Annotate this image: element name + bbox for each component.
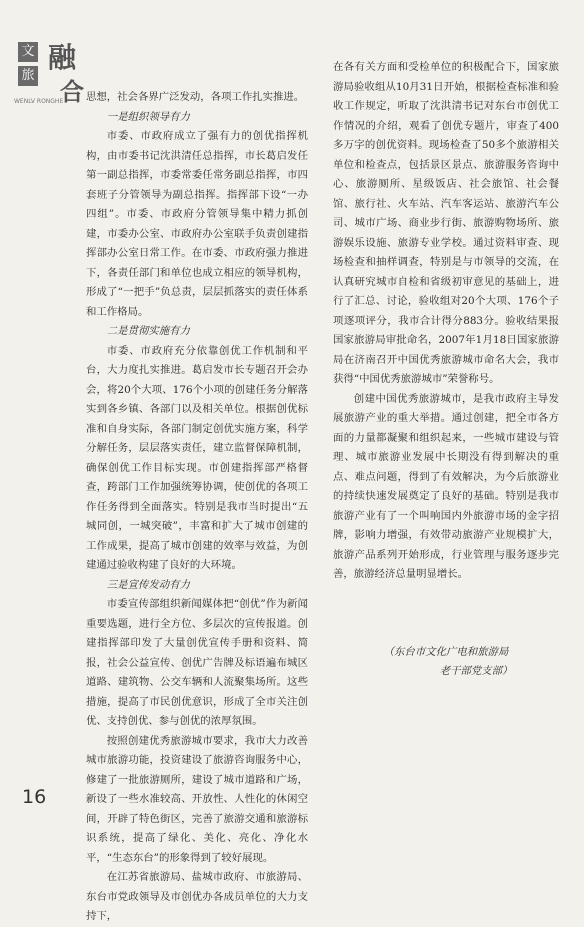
paragraph: 市委宣传部组织新闻媒体把“创优”作为新闻重要选题，进行全方位、多层次的宣传报道。创建指挥部印发了大量创优宣传手册和资料、简报，社会公益宣传、创优广告牌及标语遍布城区道路、建筑物、公交车辆和人流聚集场所。这些措施，提高了市民创优意识，形成了全市关注创优、支持创优、参与创优的浓厚氛围。: [86, 598, 308, 727]
section-header-mark: [8, 34, 84, 106]
header-char-rong: 融: [48, 41, 77, 74]
paragraph: 按照创建优秀旅游城市要求，我市大力改善城市旅游功能，投资建设了旅游咨询服务中心，修建了一批旅游厕所，建设了城市道路和广场，新设了一些水准较高、开放性、人性化的休闲空间，开辟了特色街区，完善了旅游交通和旅游标识系统，提高了绿化、美化、亮化、净化水平，“生态东台”的形象得到了较好展现。: [86, 734, 308, 864]
page-number: 16: [22, 786, 47, 808]
paragraph: 在江苏省旅游局、盐城市政府、市旅游局、东台市党政领导及市创优办各成员单位的大力支持下，: [86, 871, 308, 922]
signoff-line-1: （东台市文化广电和旅游局: [383, 645, 509, 658]
paragraph: 市委、市政府成立了强有力的创优指挥机构，由市委书记沈洪清任总指挥，市长葛启发任第一副总指挥，市委常委任常务副总指挥，市四套班子分管领导为副总指挥。指挥部下设“一办四组”。市委、市政府分管领导集中精力抓创建，市委办公室、市政府办公室联手负责创建指挥部办公室日常工作。在市委、市政府强力推进下，各责任部门和单位也成立相应的领导机构，形成了“一把手”负总责，层层抓落实的责任体系和工作格局。: [86, 130, 308, 318]
left-column: [86, 88, 308, 927]
subheading: 二是贯彻实施有力: [106, 325, 190, 337]
signoff-line-2: 老干部党支部）: [439, 665, 513, 677]
paragraph: 思想，社会各界广泛发动，各项工作扎实推进。: [86, 91, 305, 103]
header-char-he: 合: [60, 77, 84, 106]
paragraph: 市委、市政府充分依靠创优工作机制和平台，大力度扎实推进。葛启发市长专题召开会办会，将20个大项、176个小项的创建任务分解落实到各乡镇、各部门以及相关单位。根据创优标准和自身实际，各部门制定创优实施方案，科学分解任务，层层落实责任，建立监督保障机制，确保创优工作目标实现。市创建指挥部严格督查，跨部门工作加强统筹协调，使创优的各项工作任务得到全面落实。特别是我市当时提出“五城同创，一城突破”，丰富和扩大了城市创建的工作成果，提高了城市创建的效率与效益，为创建通过验收构建了良好的大环境。: [86, 344, 308, 571]
paragraph: 在各有关方面和受检单位的积极配合下，国家旅游局验收组从10月31日开始，根据检查标准和验收工作规定，听取了沈洪清书记对东台市创优工作情况的介绍，观看了创优专题片，审查了400多万字的创优资料。现场检查了50多个旅游相关单位和检查点，包括景区景点、旅游服务咨询中心、旅游厕所、星级饭店、社会旅馆、社会餐馆、旅行社、火车站、汽车客运站、旅游汽车公司、城市广场、商业步行街、旅游购物场所、旅游娱乐设施、旅游专业学校。通过资料审查、现场检查和抽样调查，特别是与市领导的交流，在认真研究城市自检和省级初审意见的基础上，进行了汇总、讨论，验收组对20个大项、176个子项逐项评分，我市合计得分883分。验收结果报国家旅游局审批命名，2007年1月18日国家旅游局在济南召开中国优秀旅游城市命名大会，我市获得“中国优秀旅游城市”荣誉称号。: [333, 61, 559, 385]
paragraph: 创建中国优秀旅游城市，是我市政府主导发展旅游产业的重大举措。通过创建，把全市各方面的力量都凝聚和组织起来，一些城市建设与管理、城市旅游业发展中长期没有得到解决的重点、难点问题，得到了有效解决，为今后旅游业的持续快速发展奠定了良好的基础。特别是我市旅游产业有了一个叫响国内外旅游市场的金字招牌，影响力增强，有效带动旅游产业规模扩大，旅游产品系列开始形成，行业管理与服务逐步完善，旅游经济总量明显增长。: [333, 392, 559, 580]
header-char-lv: 旅: [18, 66, 38, 86]
author-signoff: [333, 643, 559, 682]
right-column: [333, 58, 559, 682]
header-english-label: WENLV RONGHE: [14, 98, 64, 105]
header-char-wen: 文: [18, 42, 38, 62]
subheading: 一是组织领导有力: [106, 110, 190, 123]
subheading: 三是宣传发动有力: [106, 578, 190, 591]
